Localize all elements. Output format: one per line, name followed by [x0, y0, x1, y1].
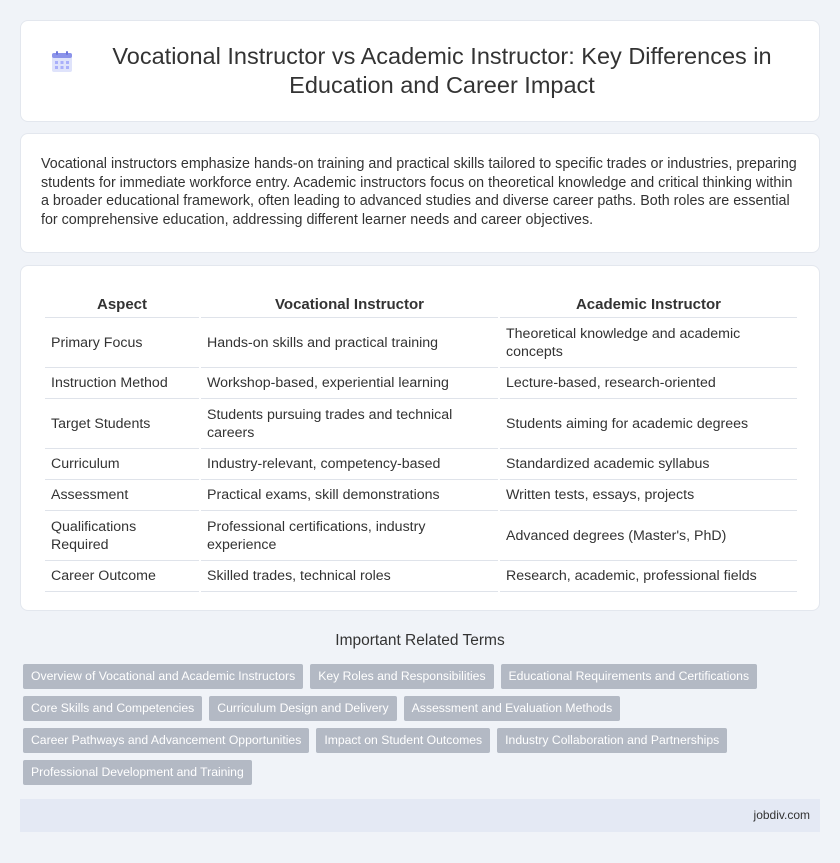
related-tag[interactable]: Overview of Vocational and Academic Instructors	[23, 664, 303, 689]
intro-text: Vocational instructors emphasize hands-on training and practical skills tailored to specific trades or industries, preparing students for immediate workforce entry. Academic instructors focus on theoretical knowledge and critical thinking within a broader educational framework, often leading to advanced studies and diverse career paths. Both roles are essential for comprehensive education, addressing different learner needs and career objectives.	[41, 156, 797, 228]
table-row	[45, 318, 797, 368]
related-tag[interactable]: Impact on Student Outcomes	[316, 728, 490, 753]
table-cell: Qualifications Required	[45, 511, 199, 561]
table-cell: Career Outcome	[45, 561, 199, 592]
table-cell: Students aiming for academic degrees	[500, 399, 797, 449]
intro-card	[20, 133, 820, 253]
table-row	[45, 368, 797, 399]
related-tag[interactable]: Educational Requirements and Certifications	[501, 664, 758, 689]
comparison-card	[20, 265, 820, 611]
table-cell: Research, academic, professional fields	[500, 561, 797, 592]
page-title: Vocational Instructor vs Academic Instructor: Key Differences in Education and Career Impact	[112, 43, 772, 98]
table-cell: Workshop-based, experiential learning	[201, 368, 498, 399]
table-row	[45, 561, 797, 592]
comparison-table	[43, 294, 799, 592]
related-tag[interactable]: Industry Collaboration and Partnerships	[497, 728, 727, 753]
title-wrap	[50, 42, 790, 100]
table-cell: Hands-on skills and practical training	[201, 318, 498, 368]
related-terms-title: Important Related Terms	[335, 632, 505, 649]
related-tag[interactable]: Key Roles and Responsibilities	[310, 664, 493, 689]
table-cell: Professional certifications, industry experience	[201, 511, 498, 561]
table-cell: Written tests, essays, projects	[500, 480, 797, 511]
footer-site[interactable]: jobdiv.com	[753, 808, 810, 822]
table-cell: Advanced degrees (Master's, PhD)	[500, 511, 797, 561]
table-cell: Target Students	[45, 399, 199, 449]
table-cell: Students pursuing trades and technical careers	[201, 399, 498, 449]
table-row	[45, 511, 797, 561]
table-cell: Skilled trades, technical roles	[201, 561, 498, 592]
table-header-row	[45, 294, 797, 318]
header-academic: Academic Instructor	[500, 294, 797, 318]
table-cell: Lecture-based, research-oriented	[500, 368, 797, 399]
header-aspect: Aspect	[45, 294, 199, 318]
calendar-icon	[50, 50, 74, 74]
related-tag[interactable]: Assessment and Evaluation Methods	[404, 696, 621, 721]
related-tag[interactable]: Curriculum Design and Delivery	[209, 696, 396, 721]
table-cell: Practical exams, skill demonstrations	[201, 480, 498, 511]
table-cell: Assessment	[45, 480, 199, 511]
table-row	[45, 449, 797, 480]
related-tag[interactable]: Professional Development and Training	[23, 760, 252, 785]
table-row	[45, 480, 797, 511]
header-vocational: Vocational Instructor	[201, 294, 498, 318]
table-cell: Primary Focus	[45, 318, 199, 368]
table-cell: Curriculum	[45, 449, 199, 480]
table-row	[45, 399, 797, 449]
table-cell: Theoretical knowledge and academic concepts	[500, 318, 797, 368]
related-tag[interactable]: Core Skills and Competencies	[23, 696, 202, 721]
footer	[20, 799, 820, 832]
table-cell: Standardized academic syllabus	[500, 449, 797, 480]
related-tag[interactable]: Career Pathways and Advancement Opportunities	[23, 728, 309, 753]
header-card	[20, 20, 820, 122]
related-tags	[23, 664, 803, 792]
table-cell: Instruction Method	[45, 368, 199, 399]
table-cell: Industry-relevant, competency-based	[201, 449, 498, 480]
